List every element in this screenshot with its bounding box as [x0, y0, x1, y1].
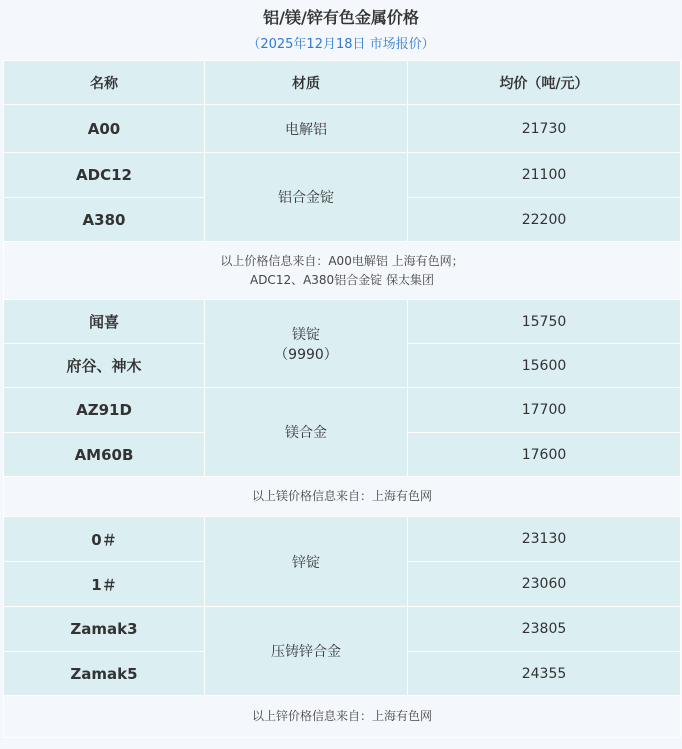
source-note-row — [4, 477, 681, 517]
page-subtitle: （2025年12月18日 市场报价） — [247, 37, 435, 52]
column-header-price: 均价（吨/元） — [408, 61, 681, 105]
metal-name-cell: Zamak5 — [4, 652, 205, 696]
price-cell: 24355 — [408, 652, 681, 696]
material-cell: 镁合金 — [205, 388, 408, 477]
metal-name-cell: A380 — [4, 198, 205, 242]
material-cell: 压铸锌合金 — [205, 607, 408, 696]
price-cell: 23805 — [408, 607, 681, 652]
metal-name-cell: 府谷、神木 — [4, 344, 205, 388]
column-header-name: 名称 — [4, 61, 205, 105]
metal-name-cell: Zamak3 — [4, 607, 205, 652]
table-row — [4, 153, 681, 198]
source-note-row — [4, 696, 681, 738]
source-note-magnesium: 以上镁价格信息来自：上海有色网 — [4, 477, 681, 517]
metal-name-cell: AZ91D — [4, 388, 205, 433]
material-cell: 铝合金锭 — [205, 153, 408, 242]
price-cell: 23060 — [408, 562, 681, 607]
price-cell: 22200 — [408, 198, 681, 242]
metal-name-cell: 1＃ — [4, 562, 205, 607]
price-cell: 17600 — [408, 433, 681, 477]
table-row — [4, 517, 681, 562]
material-cell: 锌锭 — [205, 517, 408, 607]
price-cell: 15600 — [408, 344, 681, 388]
table-header-row — [4, 61, 681, 105]
price-cell: 23130 — [408, 517, 681, 562]
source-note-line: ADC12、A380铝合金锭 保太集团 — [249, 272, 435, 287]
price-cell: 21100 — [408, 153, 681, 198]
metal-name-cell: ADC12 — [4, 153, 205, 198]
metal-name-cell: 闻喜 — [4, 300, 205, 344]
column-header-material: 材质 — [205, 61, 408, 105]
price-cell: 21730 — [408, 105, 681, 153]
material-label: 镁锭 — [292, 326, 320, 343]
source-note-row — [4, 242, 681, 300]
price-cell: 15750 — [408, 300, 681, 344]
metal-name-cell: 0＃ — [4, 517, 205, 562]
title-block — [0, 0, 682, 60]
table-row — [4, 607, 681, 652]
source-note-zinc: 以上锌价格信息来自：上海有色网 — [4, 696, 681, 738]
price-table — [3, 60, 681, 738]
price-cell: 17700 — [408, 388, 681, 433]
table-row — [4, 105, 681, 153]
table-row — [4, 388, 681, 433]
page-title: 铝/镁/锌有色金属价格 — [263, 8, 419, 27]
source-note-line: 以上价格信息来自：A00电解铝 上海有色网； — [220, 253, 464, 268]
material-cell — [205, 300, 408, 388]
material-purity: （9990） — [274, 346, 338, 363]
table-row — [4, 300, 681, 344]
metal-name-cell: AM60B — [4, 433, 205, 477]
material-cell: 电解铝 — [205, 105, 408, 153]
source-note-aluminum — [4, 242, 681, 300]
metal-name-cell: A00 — [4, 105, 205, 153]
